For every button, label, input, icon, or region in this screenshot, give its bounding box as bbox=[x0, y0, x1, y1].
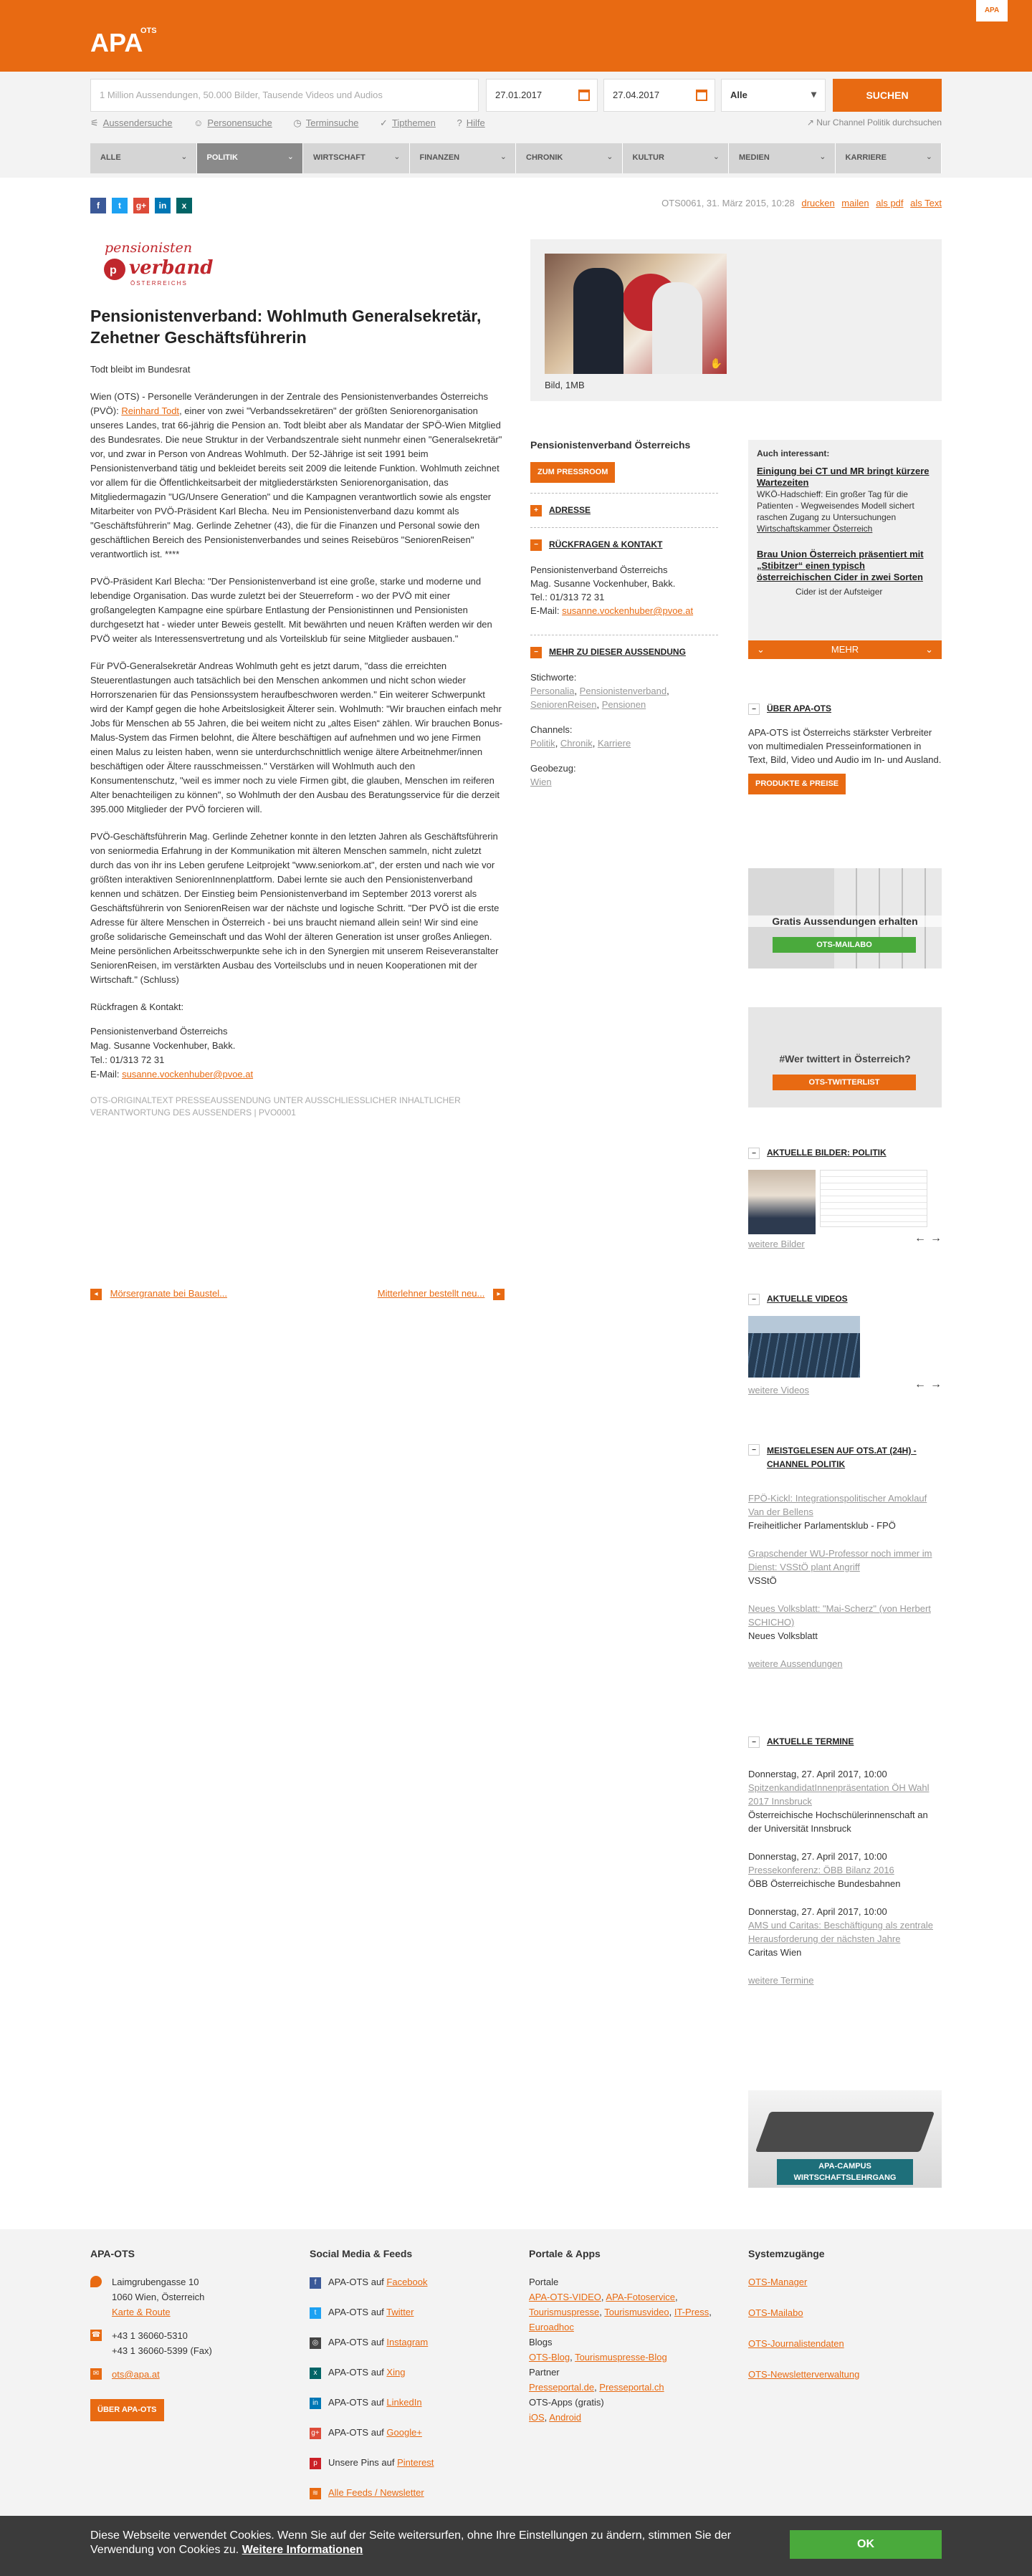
minus-icon: − bbox=[748, 1294, 760, 1305]
more-images-link[interactable]: weitere Bilder bbox=[748, 1239, 805, 1249]
chart-thumbnail[interactable] bbox=[820, 1170, 927, 1227]
svg-text:pensionisten: pensionisten bbox=[105, 240, 193, 256]
nav-wirtschaft[interactable]: WIRTSCHAFT ⌄ bbox=[303, 143, 410, 173]
channels-label: Channels: bbox=[530, 724, 573, 735]
article-photo[interactable] bbox=[545, 254, 727, 374]
social-row: t APA-OTS auf Twitter bbox=[310, 2305, 503, 2320]
most-read-box bbox=[748, 1444, 942, 1671]
nav-karriere[interactable]: KARRIERE ⌄ bbox=[836, 143, 942, 173]
nav-politik[interactable]: POLITIK ⌄ bbox=[197, 143, 304, 173]
most-read-item: FPÖ-Kickl: Integrationspolitischer Amoklauf Van der Bellens Freiheitlicher Parlamentsklub - FPÖ bbox=[748, 1493, 927, 1531]
also-interesting-box bbox=[748, 440, 942, 659]
app-link[interactable]: Android bbox=[549, 2412, 581, 2423]
event-link[interactable]: AMS und Caritas: Beschäftigung als zentrale Herausforderung der nächsten Jahre bbox=[748, 1920, 933, 1944]
images-box bbox=[748, 1146, 942, 1251]
mailabo-promo[interactable] bbox=[748, 868, 942, 969]
most-read-link[interactable]: Neues Volksblatt: "Mai-Scherz" (von Herbert SCHICHO) bbox=[748, 1603, 931, 1628]
social-link[interactable]: Alle Feeds / Newsletter bbox=[328, 2487, 424, 2498]
twitter-icon: t bbox=[310, 2307, 321, 2319]
most-read-item: Neues Volksblatt: "Mai-Scherz" (von Herbert SCHICHO) Neues Volksblatt bbox=[748, 1603, 931, 1641]
disclaimer: OTS-ORIGINALTEXT PRESSEAUSSENDUNG UNTER AUSSCHLIESSLICHER INHALTLICHER VERANTWORTUNG DES AUSSENDERS | PVO0001 bbox=[90, 1095, 461, 1118]
svg-text:verband: verband bbox=[129, 257, 214, 279]
about-text: APA-OTS ist Österreichs stärkster Verbreiter von multimedialen Presseinformationen in Text, Bild, Video und Audio im In- und Ausland. bbox=[748, 727, 942, 765]
footer-heading: Social Media & Feeds bbox=[310, 2248, 413, 2259]
share-bar bbox=[90, 198, 192, 213]
more-button[interactable]: ⌄ MEHR ⌄ bbox=[748, 640, 942, 659]
chevron-left-icon: ◂ bbox=[90, 1289, 102, 1300]
article-id-date: OTS0061, 31. März 2015, 10:28 bbox=[661, 198, 795, 208]
nav-medien[interactable]: MEDIEN ⌄ bbox=[729, 143, 836, 173]
article-title: Pensionistenverband: Wohlmuth Generalsekretär, Zehetner Geschäftsführerin bbox=[90, 307, 482, 347]
date-to-field[interactable]: 27.04.2017 bbox=[603, 79, 715, 112]
social-row: g+ APA-OTS auf Google+ bbox=[310, 2425, 503, 2440]
arrow-right-icon[interactable]: → bbox=[930, 1378, 942, 1390]
pressroom-button[interactable]: ZUM PRESSROOM bbox=[530, 462, 615, 483]
most-read-toggle[interactable]: − MEISTGELESEN AUF OTS.AT (24H) - CHANNEL POLITIK bbox=[748, 1444, 942, 1471]
phone-icon: ☎ bbox=[90, 2330, 102, 2341]
minus-icon: − bbox=[748, 703, 760, 715]
minus-icon: − bbox=[748, 1444, 760, 1456]
xing-icon[interactable]: x bbox=[176, 198, 192, 213]
tool-tipthemen[interactable]: ✓ Tipthemen bbox=[380, 117, 436, 128]
system-link[interactable]: OTS-Mailabo bbox=[748, 2307, 803, 2318]
category-select[interactable]: Alle ▾ bbox=[721, 79, 826, 112]
event-item: Donnerstag, 27. April 2017, 10:00 AMS und Caritas: Beschäftigung als zentrale Herausforderung der nächsten Jahre Caritas Wien bbox=[748, 1906, 933, 1958]
footer-systems bbox=[748, 2246, 942, 2398]
politician-photo[interactable] bbox=[748, 1170, 816, 1234]
sender-name: Pensionistenverband Österreichs bbox=[530, 439, 691, 451]
campus-label: APA-CAMPUS WIRTSCHAFTSLEHRGANG bbox=[777, 2159, 913, 2185]
facebook-icon[interactable]: f bbox=[90, 198, 106, 213]
social-row: p Unsere Pins auf Pinterest bbox=[310, 2455, 503, 2470]
about-toggle[interactable]: − ÜBER APA-OTS bbox=[748, 702, 942, 716]
app-link[interactable]: iOS bbox=[529, 2412, 545, 2423]
videos-box bbox=[748, 1292, 942, 1397]
calendar-icon[interactable] bbox=[578, 90, 590, 101]
twitterlist-promo[interactable] bbox=[748, 1007, 942, 1107]
event-item: Donnerstag, 27. April 2017, 10:00 Pressekonferenz: ÖBB Bilanz 2016 ÖBB Österreichische Bundesbahnen bbox=[748, 1851, 901, 1889]
map-link[interactable]: Karte & Route bbox=[112, 2307, 171, 2317]
footer-social bbox=[310, 2246, 503, 2515]
tag-icon: ✓ bbox=[380, 117, 388, 128]
channels-list: Politik, Chronik, Karriere bbox=[530, 738, 631, 749]
system-link[interactable]: OTS-Newsletterverwaltung bbox=[748, 2369, 860, 2380]
contact-heading: Rückfragen & Kontakt: bbox=[90, 1001, 184, 1012]
help-icon: ? bbox=[457, 117, 462, 128]
pensionistenverband-logo[interactable] bbox=[90, 236, 226, 294]
promo-label: #Wer twittert in Österreich? bbox=[779, 1053, 911, 1064]
teaser-headline[interactable]: Einigung bei CT und MR bringt kürzere Wartezeiten bbox=[757, 466, 930, 488]
chevron-down-icon: ⌄ bbox=[757, 644, 765, 655]
images-toggle[interactable]: − AKTUELLE BILDER: POLITIK bbox=[748, 1146, 942, 1160]
system-link[interactable]: OTS-Manager bbox=[748, 2277, 808, 2287]
article-meta bbox=[661, 198, 942, 208]
solar-video-thumbnail[interactable] bbox=[748, 1316, 860, 1378]
svg-text:APA: APA bbox=[90, 28, 143, 56]
article-paragraph: Wien (OTS) - Personelle Veränderungen in der Zentrale des Pensionistenverbandes Österreichs (PVÖ): Reinhard Todt, einer von zwei "Verbandssekretären" der größten Seniorenorganisation unseres Landes, trat 66-jährig die Pension an. Todt bleibt aber als Mandatar der SPÖ-Wien Mitglied des Bundesrates. Die neue Struktur in der Verbandszentrale sieht nunmehr einen "Generalsekretär" vor, und zwar in Person von Andreas Wohlmuth. Der 52-Jährige ist seit 1991 beim Pensionistenverband tätig und bekleidet bereits seit 2009 die leitende Funktion. Wohlmuth zeichnet vor allem für die Öffentlichkeitsarbeit der mitgliederstärksten Seniorenorganisation, das Mitgliedermagazin "UG/Unsere Generation" und die Kampagnen verantwortlich sowie als engster Mitarbeiter von PVÖ-Präsident Karl Blecha. Neu im Pensionistenverband dazu kommt als "Geschäftsführerin" Mag. Gerlinde Zehetner (43), die für die Finanzen und Personal sowie den geschäftlichen Bereich des Pensionistenverbandes und seines Reisebüros "SeniorenReisen" verantwortlich ist. **** bbox=[90, 391, 502, 559]
nav-alle[interactable]: ALLE ⌄ bbox=[90, 143, 197, 173]
search-band bbox=[0, 72, 1032, 178]
social-row: ◎ APA-OTS auf Instagram bbox=[310, 2335, 503, 2350]
event-link[interactable]: SpitzenkandidatInnenpräsentation ÖH Wahl 2017 Innsbruck bbox=[748, 1782, 930, 1807]
xing-icon: x bbox=[310, 2368, 321, 2379]
cookie-ok-button[interactable]: OK bbox=[790, 2530, 942, 2559]
footer-heading: APA-OTS bbox=[90, 2248, 135, 2259]
social-link[interactable]: LinkedIn bbox=[386, 2397, 422, 2408]
most-read-item: Grapschender WU-Professor noch immer im Dienst: VSStÖ plant Angriff VSStÖ bbox=[748, 1548, 932, 1586]
nav-kultur[interactable]: KULTUR ⌄ bbox=[623, 143, 730, 173]
search-tools bbox=[90, 117, 504, 129]
videos-toggle[interactable]: − AKTUELLE VIDEOS bbox=[748, 1292, 942, 1306]
article-paragraph: Für PVÖ-Generalsekretär Andreas Wohlmuth geht es jetzt darum, "dass die erreichten Steuerentlastungen auch tatsächlich bei den Menschen ankommen und nicht schon wieder Horrorszenarien für das Pensionssystem heraufbeschworen werden." Ein weiterer Schwerpunkt wird der Kampf gegen die hohe Arbeitslosigkeit Älterer sein. Wohlmuth: "Wir brauchen einfach mehr Jobs für Menschen ab 55 Jahren, die bei weitem nicht zu „altes Eisen“ zählen. Wir brauchen Bonus-Malus-System das Firmen belohnt, die Ältere beschäftigen auf aufnehmen und wo jene Firmen einen Malus zu leisten haben, wenn sie unterdurchschnittlich wenige ältere Arbeitnehmer/innen beschäftigen oder Ältere rausschmeissen." Verstärken will Wohlmuth auch den Konsumentenschutz, "weil es immer noch zu viele Firmen gibt, die glauben, Menschen im reiferen Alter benachteiligen zu können", so Wohlmuth der den Ausbau des Beratungsservice für die derzeit 395.000 Mitglieder der PVÖ forcieren will. bbox=[90, 660, 503, 814]
keyword-link[interactable]: Pensionistenverband bbox=[579, 686, 667, 696]
blog-link[interactable]: Tourismuspresse-Blog bbox=[575, 2352, 667, 2363]
social-link[interactable]: Google+ bbox=[386, 2427, 422, 2438]
linkedin-icon: in bbox=[310, 2398, 321, 2409]
googleplus-icon[interactable]: g+ bbox=[133, 198, 149, 213]
social-row bbox=[310, 2485, 503, 2500]
location-icon bbox=[90, 2276, 102, 2287]
social-row: x APA-OTS auf Xing bbox=[310, 2365, 503, 2380]
more-toggle[interactable]: − MEHR ZU DIESER AUSSENDUNG bbox=[530, 645, 718, 659]
arrow-left-icon[interactable]: ← bbox=[914, 1378, 926, 1390]
keyword-link[interactable]: Pensionen bbox=[601, 699, 646, 710]
sender-email-link[interactable]: susanne.vockenhuber@pvoe.at bbox=[562, 605, 694, 616]
instagram-icon: ◎ bbox=[310, 2337, 321, 2349]
minus-icon: − bbox=[530, 539, 542, 551]
chevron-down-icon: ⌄ bbox=[819, 153, 826, 161]
social-row: in APA-OTS auf LinkedIn bbox=[310, 2395, 503, 2410]
article-paragraph: PVÖ-Geschäftsführerin Mag. Gerlinde Zehetner konnte in den letzten Jahren als Geschäftsführerin von seniormedia Erfahrung in der Kommunikation mit älteren Menschen sammeln, nicht zuletzt durch das von ihr ins Leben gerufene Leitprojekt "www.seniorkom.at", der ersten und nach wie vor größten interaktiven SeniorenInnenplattform. Dabei lernte sie auch den Pensionistenverband kennen und schätzen. Der Einstieg beim Pensionistenverband im September 2013 vorerst als Geschäftsführerin von SeniorenReisen war der nächste und logische Schritt. "Der PVÖ ist die erste Adresse für ältere Menschen in Österreich - bei uns braucht niemand allein sein! Wir sind eine große solidarische Gemeinschaft und das Wohl der älteren Generation ist unser großes Anliegen. Meine persönlichen Arbeitsschwerpunkte sehe ich in den Synergien mit unserem Reiseveranstalter SeniorenReisen, im verstärkten Ausbau des Vorteilsclubs und in neuen Kooperationen mit der Wirtschaft." (Schluss) bbox=[90, 831, 500, 985]
tool-hilfe[interactable]: ? Hilfe bbox=[457, 117, 485, 128]
pin-icon: ↗ bbox=[806, 117, 817, 128]
pdf-link[interactable]: als pdf bbox=[876, 198, 904, 208]
arrow-right-icon[interactable]: → bbox=[930, 1232, 942, 1244]
contact-email-link[interactable]: susanne.vockenhuber@pvoe.at bbox=[122, 1069, 254, 1080]
most-read-link[interactable]: Grapschender WU-Professor noch immer im Dienst: VSStÖ plant Angriff bbox=[748, 1548, 932, 1572]
geo-link[interactable]: Wien bbox=[530, 777, 552, 787]
contact-toggle[interactable]: − RÜCKFRAGEN & KONTAKT bbox=[530, 538, 718, 552]
minus-icon: − bbox=[530, 647, 542, 658]
footer-heading: Systemzugänge bbox=[748, 2248, 825, 2259]
portal-link[interactable]: Euroadhoc bbox=[529, 2322, 574, 2332]
events-toggle[interactable]: − AKTUELLE TERMINE bbox=[748, 1735, 942, 1749]
pinterest-icon: p bbox=[310, 2458, 321, 2469]
facebook-icon: f bbox=[310, 2277, 321, 2289]
prev-article[interactable]: ◂ Mörsergranate bei Baustel... bbox=[90, 1288, 227, 1300]
calendar-icon[interactable] bbox=[696, 90, 707, 101]
cookie-text: Diese Webseite verwendet Cookies. Wenn Sie auf der Seite weitersurfen, ohne Ihre Einstellungen zu ändern, stimmen Sie der Verwendung von Cookies zu. bbox=[90, 2529, 732, 2556]
events-box bbox=[748, 1735, 942, 1987]
social-link[interactable]: Instagram bbox=[386, 2337, 429, 2347]
channel-link[interactable]: Politik bbox=[530, 738, 555, 749]
conference-table-image bbox=[755, 2112, 935, 2152]
nav-finanzen[interactable]: FINANZEN ⌄ bbox=[410, 143, 517, 173]
portal-link[interactable]: Tourismuspresse bbox=[529, 2307, 600, 2317]
teaser-source[interactable]: Wirtschaftskammer Österreich bbox=[757, 524, 873, 534]
campus-promo[interactable] bbox=[748, 2090, 942, 2188]
apa-ots-logo[interactable] bbox=[90, 24, 165, 56]
keyword-link[interactable]: SeniorenReisen bbox=[530, 699, 597, 710]
date-from-field[interactable]: 27.01.2017 bbox=[486, 79, 598, 112]
person-icon: ☺ bbox=[194, 117, 204, 128]
most-read-link[interactable]: FPÖ-Kickl: Integrationspolitischer Amoklauf Van der Bellens bbox=[748, 1493, 927, 1517]
channel-filter[interactable]: ↗ Nur Channel Politik durchsuchen bbox=[806, 117, 942, 128]
social-link[interactable]: Xing bbox=[386, 2367, 406, 2378]
also-interesting-title: Auch interessant: bbox=[757, 448, 830, 458]
image-caption: Bild, 1MB bbox=[545, 380, 585, 390]
keywords-list: Personalia, Pensionistenverband, SeniorenReisen, Pensionen bbox=[530, 686, 669, 710]
cookie-banner bbox=[0, 2516, 1032, 2576]
promo-label: Gratis Aussendungen erhalten bbox=[748, 915, 942, 927]
minus-icon: − bbox=[748, 1148, 760, 1159]
more-events-link[interactable]: weitere Termine bbox=[748, 1975, 814, 1986]
twitter-icon[interactable]: t bbox=[112, 198, 128, 213]
search-input[interactable]: 1 Million Aussendungen, 50.000 Bilder, Tausende Videos und Audios bbox=[90, 79, 479, 112]
chevron-down-icon: ⌄ bbox=[712, 153, 720, 161]
person-link[interactable]: Reinhard Todt bbox=[121, 405, 180, 416]
zoom-icon[interactable]: ✋ bbox=[710, 357, 722, 369]
chevron-down-icon: ⌄ bbox=[606, 153, 613, 161]
portal-link[interactable]: IT-Press bbox=[674, 2307, 710, 2317]
googleplus-icon: g+ bbox=[310, 2428, 321, 2439]
sliders-icon: ⚟ bbox=[90, 117, 99, 128]
text-link[interactable]: als Text bbox=[910, 198, 942, 208]
image-box bbox=[530, 239, 942, 401]
channel-link[interactable]: Karriere bbox=[597, 738, 631, 749]
cookie-info-link[interactable]: Weitere Informationen bbox=[242, 2544, 363, 2556]
about-box bbox=[748, 702, 942, 794]
teaser-headline[interactable]: Brau Union Österreich präsentiert mit „Stibitzer“ einen typisch österreichischen Cider in zwei Sorten bbox=[757, 549, 924, 582]
article-paragraph: PVÖ-Präsident Karl Blecha: "Der Pensionistenverband ist eine große, starke und moderne und lebendige Organisation. Das wurde zuletzt bei der Steuerreform - wo der PVÖ mit einer großangelegten Kampagne eine spürbare Entlastung der Pensionistinnen und Pensionisten durchgesetzt hat - wieder unter Beweis gestellt. Mit bewährten und neuen Kräften werden wir den PVÖ weiter als Interessensvertretung und als Vorteilsklub für seine Mitglieder ausbauen." bbox=[90, 576, 492, 644]
portal-link[interactable]: APA-Fotoservice bbox=[606, 2292, 675, 2302]
sender-box bbox=[530, 438, 718, 789]
nav-chronik[interactable]: CHRONIK ⌄ bbox=[516, 143, 623, 173]
search-button[interactable]: SUCHEN bbox=[833, 79, 942, 112]
social-link[interactable]: Pinterest bbox=[397, 2457, 434, 2468]
main-nav bbox=[90, 143, 942, 173]
more-releases-link[interactable]: weitere Aussendungen bbox=[748, 1658, 843, 1669]
top-bar bbox=[0, 0, 1032, 72]
footer-contact: APA-OTS Laimgrubengasse 10 1060 Wien, Österreich Karte & Route ☎ +43 1 36060-5310 +43 1 36060-5399 (Fax) ✉ ots@apa.at ÜBER APA-OTS bbox=[90, 2246, 277, 2421]
partner-link[interactable]: Presseportal.de bbox=[529, 2382, 595, 2393]
svg-text:p: p bbox=[110, 264, 117, 277]
geo-label: Geobezug: bbox=[530, 763, 576, 774]
mailabo-button[interactable]: OTS-MAILABO bbox=[773, 937, 916, 953]
clock-icon: ◷ bbox=[293, 117, 302, 128]
social-link[interactable]: Facebook bbox=[386, 2277, 428, 2287]
channel-link[interactable]: Chronik bbox=[560, 738, 593, 749]
arrow-left-icon[interactable]: ← bbox=[914, 1232, 926, 1244]
mail-icon: ✉ bbox=[90, 2368, 102, 2380]
chevron-down-icon: ▾ bbox=[811, 88, 816, 100]
system-link[interactable]: OTS-Journalistendaten bbox=[748, 2338, 844, 2349]
social-link[interactable]: Twitter bbox=[386, 2307, 414, 2317]
social-row: f APA-OTS auf Facebook bbox=[310, 2274, 503, 2289]
contact-block: Pensionistenverband Österreichs Mag. Susanne Vockenhuber, Bakk. Tel.: 01/313 72 31 E-Mail: susanne.vockenhuber@pvoe.at bbox=[90, 1026, 254, 1080]
chevron-down-icon: ⌄ bbox=[925, 153, 932, 161]
chevron-right-icon: ▸ bbox=[493, 1289, 505, 1300]
mail-link[interactable]: mailen bbox=[841, 198, 869, 208]
teaser-text: Cider ist der Aufsteiger bbox=[796, 587, 883, 597]
article-body bbox=[90, 362, 505, 1132]
teaser-text: WKÖ-Hadschieff: Ein großer Tag für die Patienten - Wegweisendes Modell sichert raschen Zugang zu Untersuchungen bbox=[757, 489, 914, 522]
event-item: Donnerstag, 27. April 2017, 10:00 SpitzenkandidatInnenpräsentation ÖH Wahl 2017 Innsbruck Österreichische Hochschülerinnenschaft an der Universität Innsbruck bbox=[748, 1769, 930, 1834]
chevron-down-icon: ⌄ bbox=[925, 644, 933, 655]
products-button[interactable]: PRODUKTE & PREISE bbox=[748, 774, 846, 794]
tool-aussendersuche[interactable]: ⚟ Aussendersuche bbox=[90, 117, 173, 128]
partner-link[interactable]: Presseportal.ch bbox=[599, 2382, 664, 2393]
chevron-down-icon: ⌄ bbox=[287, 153, 294, 161]
footer-portals: Portale & Apps Portale APA-OTS-VIDEO, APA-Fotoservice, Tourismuspresse, Tourismusvideo, IT-Press, Euroadhoc Blogs OTS-Blog, Tourismuspresse-Blog Partner Presseportal.de, Presseportal.ch OTS-Apps (gratis) iOS, Android bbox=[529, 2246, 722, 2425]
keywords-label: Stichworte: bbox=[530, 672, 577, 683]
linkedin-icon[interactable]: in bbox=[155, 198, 171, 213]
keyword-link[interactable]: Personalia bbox=[530, 686, 575, 696]
tool-terminsuche[interactable]: ◷ Terminsuche bbox=[293, 117, 359, 128]
svg-text:OTS: OTS bbox=[140, 27, 157, 35]
next-article[interactable]: Mitterlehner bestellt neu... ▸ bbox=[355, 1288, 505, 1300]
portal-link[interactable]: Tourismusvideo bbox=[604, 2307, 669, 2317]
address-toggle[interactable]: + ADRESSE bbox=[530, 504, 718, 517]
chevron-down-icon: ⌄ bbox=[393, 153, 401, 161]
chevron-down-icon: ⌄ bbox=[181, 153, 188, 161]
more-videos-link[interactable]: weitere Videos bbox=[748, 1385, 810, 1395]
footer-heading: Portale & Apps bbox=[529, 2248, 601, 2259]
print-link[interactable]: drucken bbox=[801, 198, 835, 208]
footer-about-button[interactable]: ÜBER APA-OTS bbox=[90, 2399, 164, 2421]
chevron-down-icon: ⌄ bbox=[500, 153, 507, 161]
rss-icon: ≋ bbox=[310, 2488, 321, 2499]
twitterlist-button[interactable]: OTS-TWITTERLIST bbox=[773, 1075, 916, 1090]
svg-text:ÖSTERREICHS: ÖSTERREICHS bbox=[130, 280, 188, 287]
plus-icon: + bbox=[530, 505, 542, 516]
sender-contact: Pensionistenverband Österreichs Mag. Susanne Vockenhuber, Bakk. Tel.: 01/313 72 31 E-Mail: susanne.vockenhuber@pvoe.at bbox=[530, 564, 694, 616]
portal-link[interactable]: APA-OTS-VIDEO bbox=[529, 2292, 601, 2302]
minus-icon: − bbox=[748, 1736, 760, 1748]
footer-email-link[interactable]: ots@apa.at bbox=[112, 2369, 160, 2380]
article-lead: Todt bleibt im Bundesrat bbox=[90, 364, 191, 375]
apa-corner-logo[interactable]: APA bbox=[976, 0, 1008, 21]
event-link[interactable]: Pressekonferenz: ÖBB Bilanz 2016 bbox=[748, 1865, 894, 1875]
blog-link[interactable]: OTS-Blog bbox=[529, 2352, 570, 2363]
tool-personensuche[interactable]: ☺ Personensuche bbox=[194, 117, 272, 128]
